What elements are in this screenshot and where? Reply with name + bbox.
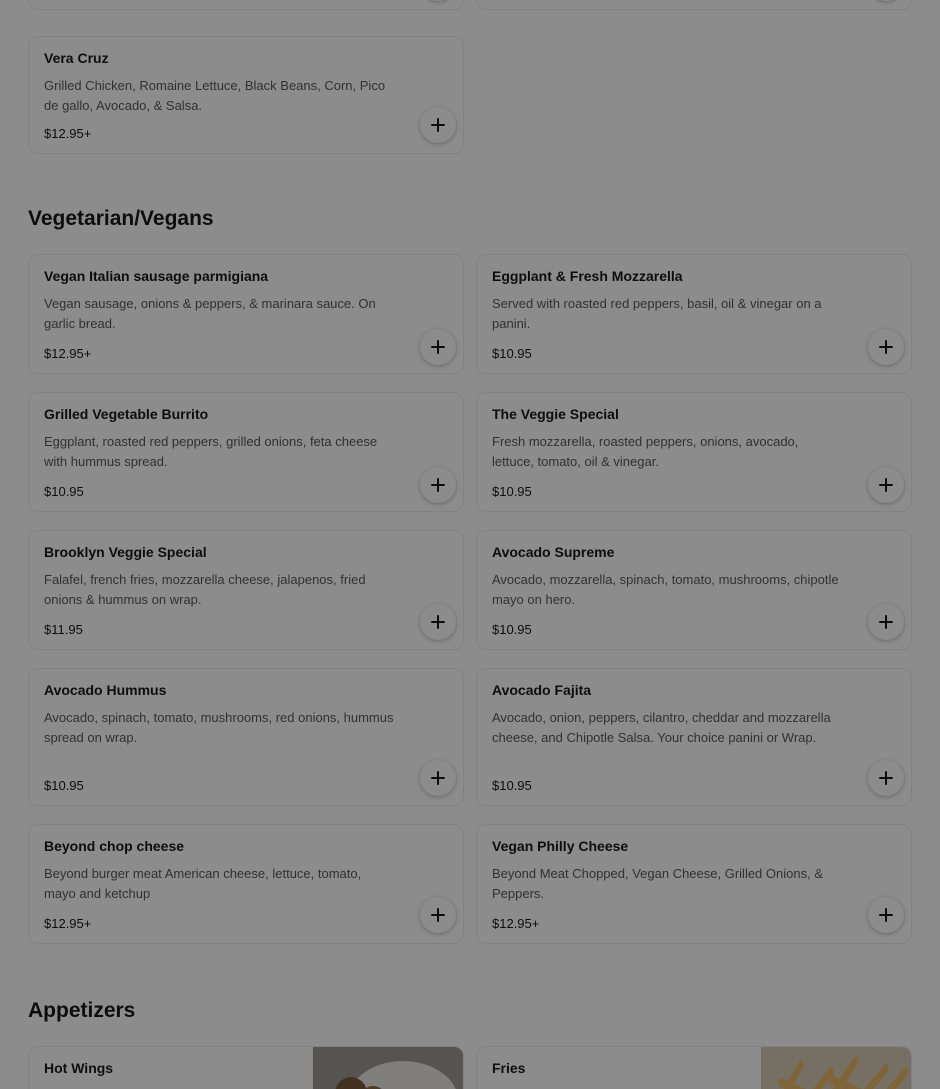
add-item-button[interactable] [420,107,456,143]
add-item-button[interactable] [420,897,456,933]
section-title-appetizers: Appetizers [28,999,136,1022]
plus-icon [879,478,893,492]
item-name: Vegan Italian sausage parmigiana [44,268,269,284]
item-description: Avocado, spinach, tomato, mushrooms, red onions, hummus spread on wrap. [44,710,394,745]
item-name: Avocado Hummus [44,682,167,698]
menu-item-card[interactable] [28,392,464,512]
section-title-vegetarian: Vegetarian/Vegans [28,207,214,230]
item-description: Vegan sausage, onions & peppers, & marinara sauce. On garlic bread. [44,296,376,331]
hot-wings-image [313,1047,463,1089]
item-name: Eggplant & Fresh Mozzarella [492,268,683,284]
plus-icon [879,771,893,785]
menu-item-card[interactable] [476,392,912,512]
add-item-button[interactable] [868,0,904,1]
item-description: Beyond Meat Chopped, Vegan Cheese, Grilled Onions, & Peppers. [492,866,823,901]
item-price: $12.95+ [44,346,92,361]
menu-item-card[interactable] [28,254,464,374]
add-item-button[interactable] [420,0,456,1]
add-item-button[interactable] [420,604,456,640]
item-price: $10.95 [44,484,84,499]
plus-icon [431,908,445,922]
item-name: Vegan Philly Cheese [492,838,629,854]
plus-icon [879,908,893,922]
fries-image [761,1047,911,1089]
add-item-button[interactable] [868,329,904,365]
plus-icon [879,615,893,629]
plus-icon [431,478,445,492]
item-price: $12.95+ [492,916,540,931]
item-description: Avocado, mozzarella, spinach, tomato, mushrooms, chipotle mayo on hero. [492,572,839,607]
item-description: Fresh mozzarella, roasted peppers, onions, avocado, lettuce, tomato, oil & vinegar. [492,434,799,469]
menu-item-card[interactable] [476,1046,912,1089]
add-item-button[interactable] [868,760,904,796]
menu-item-card[interactable] [476,254,912,374]
menu-item-card[interactable] [28,1046,464,1089]
add-item-button[interactable] [420,760,456,796]
item-description: Beyond burger meat American cheese, lettuce, tomato, mayo and ketchup [44,866,362,901]
plus-icon [431,771,445,785]
menu-item-card[interactable] [476,824,912,944]
item-price: $10.95 [492,622,532,637]
menu-item-card[interactable] [28,530,464,650]
item-name: Hot Wings [44,1060,114,1076]
item-price: $12.95+ [44,126,92,141]
add-item-button[interactable] [868,897,904,933]
item-price: $10.95 [492,346,532,361]
item-price: $10.95 [44,778,84,793]
item-price: $10.95 [492,778,532,793]
add-item-button[interactable] [868,604,904,640]
menu-item-card[interactable] [28,824,464,944]
item-description: Eggplant, roasted red peppers, grilled onions, feta cheese with hummus spread. [44,434,378,469]
item-name: Vera Cruz [44,50,109,66]
plus-icon [879,340,893,354]
menu-item-card-partial[interactable] [476,0,912,10]
plus-icon [431,615,445,629]
item-name: The Veggie Special [492,406,619,422]
menu-item-card[interactable] [28,36,464,154]
item-description: Falafel, french fries, mozzarella cheese, jalapenos, fried onions & hummus on wrap. [44,572,366,607]
item-price: $11.95 [44,622,83,637]
item-name: Brooklyn Veggie Special [44,544,207,560]
item-name: Fries [492,1060,526,1076]
menu-item-card[interactable] [476,668,912,806]
item-description: Avocado, onion, peppers, cilantro, cheddar and mozzarella cheese, and Chipotle Salsa. Your choice panini or Wrap. [492,710,831,745]
item-price: $12.95+ [44,916,92,931]
item-name: Avocado Supreme [492,544,615,560]
item-price: $10.95 [492,484,532,499]
plus-icon [431,118,445,132]
add-item-button[interactable] [420,467,456,503]
item-description: Served with roasted red peppers, basil, oil & vinegar on a panini. [492,296,822,331]
add-item-button[interactable] [420,329,456,365]
menu-item-card[interactable] [476,530,912,650]
item-name: Beyond chop cheese [44,838,185,854]
item-name: Avocado Fajita [492,682,592,698]
add-item-button[interactable] [868,467,904,503]
item-description: Grilled Chicken, Romaine Lettuce, Black Beans, Corn, Pico de gallo, Avocado, & Salsa. [44,78,386,113]
menu-item-card-partial[interactable] [28,0,464,10]
item-name: Grilled Vegetable Burrito [44,406,209,422]
menu-item-card[interactable] [28,668,464,806]
plus-icon [431,340,445,354]
